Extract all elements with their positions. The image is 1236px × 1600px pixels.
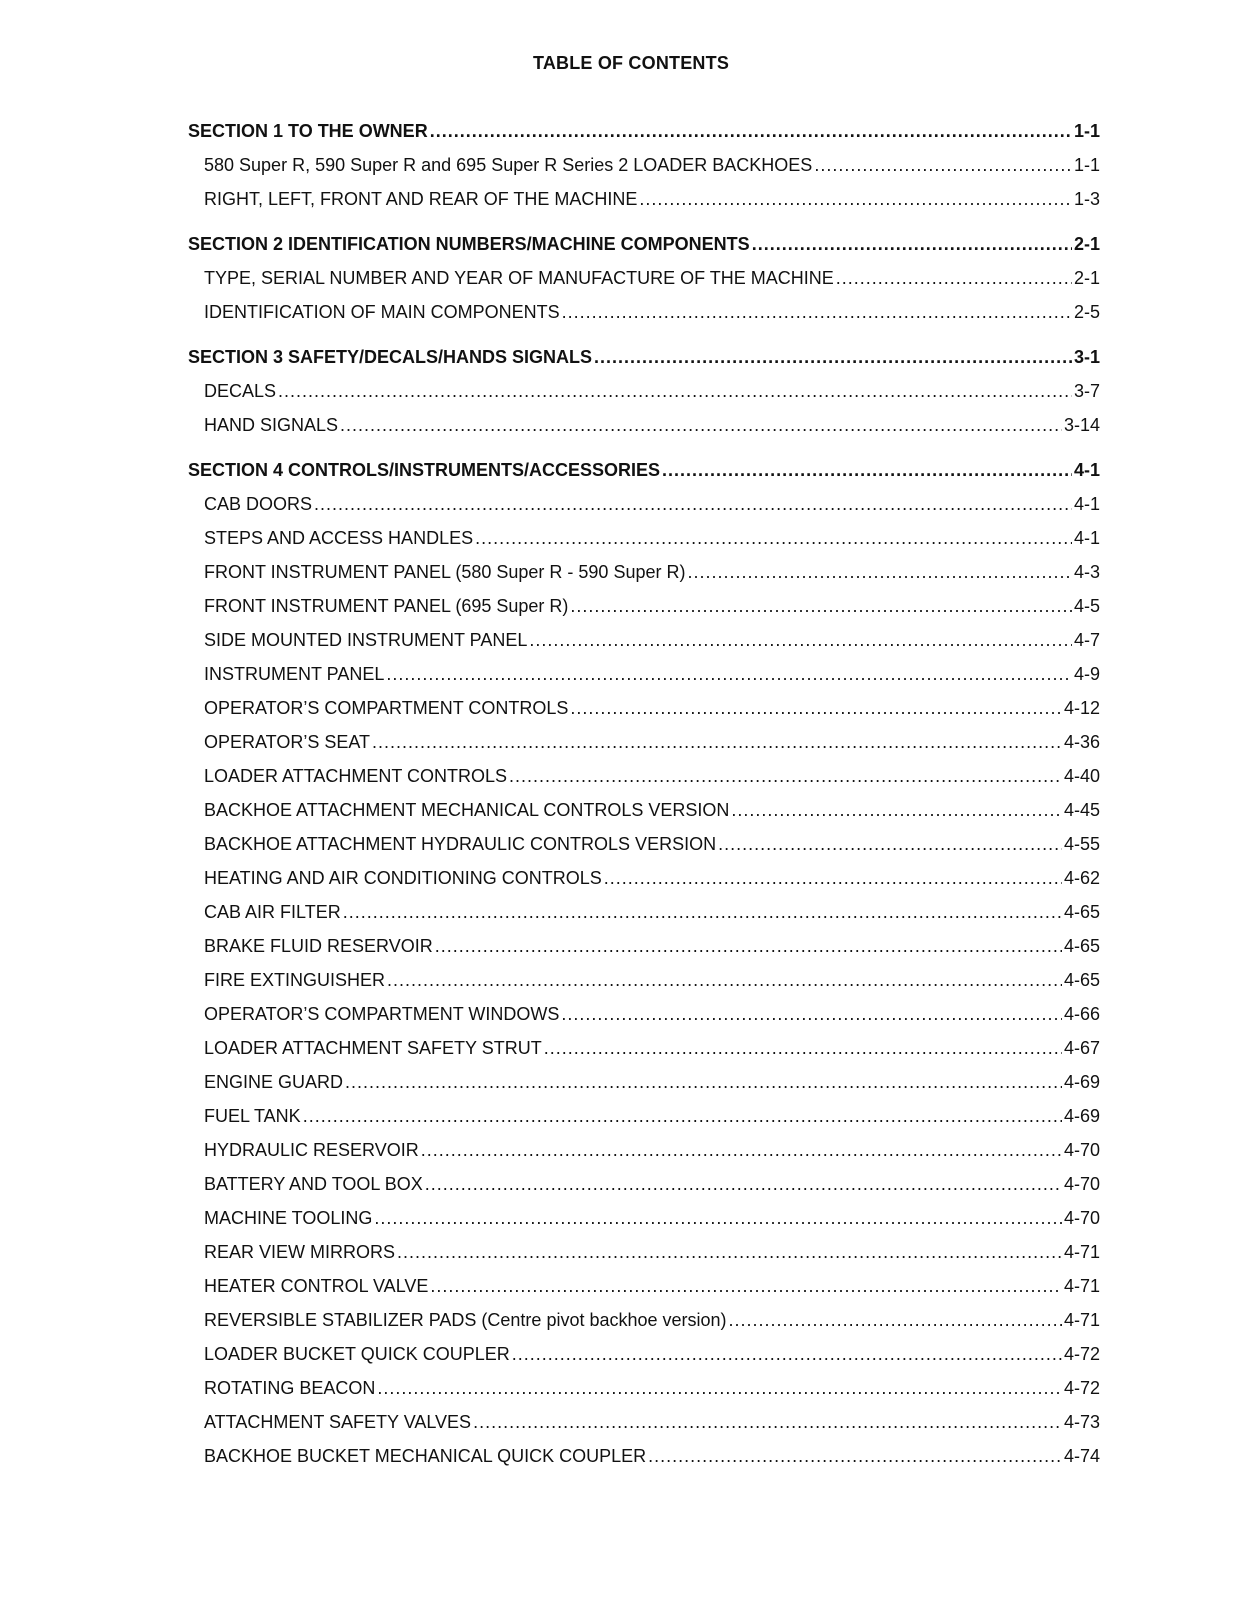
dot-leader	[562, 295, 1072, 329]
toc-page-number: 4-74	[1063, 1446, 1100, 1466]
dot-leader	[544, 1031, 1062, 1065]
toc-entry[interactable]	[188, 963, 1100, 997]
toc-page-number: 4-66	[1063, 1004, 1100, 1024]
dot-leader	[594, 340, 1072, 374]
toc-entry[interactable]	[188, 827, 1100, 861]
toc-entry-title: IDENTIFICATION OF MAIN COMPONENTS	[204, 302, 560, 322]
toc-entry-title: HEATING AND AIR CONDITIONING CONTROLS	[204, 868, 602, 888]
toc-entry-title: DECALS	[204, 381, 277, 401]
dot-leader	[387, 963, 1062, 997]
toc-entry[interactable]	[188, 261, 1100, 295]
toc-section-heading[interactable]	[188, 114, 1100, 148]
dot-leader	[386, 657, 1072, 691]
toc-page-number: 4-69	[1063, 1106, 1100, 1126]
dot-leader	[372, 725, 1062, 759]
toc-entry[interactable]	[188, 589, 1100, 623]
toc-entry-title: CAB DOORS	[204, 494, 313, 514]
toc-entry[interactable]	[188, 182, 1100, 216]
toc-entry[interactable]	[188, 1405, 1100, 1439]
toc-page-number: 1-1	[1073, 155, 1100, 175]
toc-page-number: 4-70	[1063, 1140, 1100, 1160]
dot-leader	[687, 555, 1072, 589]
toc-page-number: 4-71	[1063, 1276, 1100, 1296]
toc-entry-title: LOADER ATTACHMENT SAFETY STRUT	[204, 1038, 542, 1058]
toc-page-number: 2-1	[1073, 234, 1100, 254]
toc-entry-title: HEATER CONTROL VALVE	[204, 1276, 429, 1296]
dot-leader	[752, 227, 1072, 261]
toc-page-number: 4-12	[1063, 698, 1100, 718]
toc-entry[interactable]	[188, 1167, 1100, 1201]
toc-page-number: 4-70	[1063, 1208, 1100, 1228]
toc-entry[interactable]	[188, 1235, 1100, 1269]
dot-leader	[570, 589, 1072, 623]
dot-leader	[662, 453, 1072, 487]
toc-entry-title: BRAKE FLUID RESERVOIR	[204, 936, 433, 956]
toc-entry[interactable]	[188, 148, 1100, 182]
toc-entry-title: LOADER BUCKET QUICK COUPLER	[204, 1344, 510, 1364]
dot-leader	[425, 1167, 1062, 1201]
toc-page-number: 3-7	[1073, 381, 1100, 401]
toc-page-number: 4-71	[1063, 1310, 1100, 1330]
toc-entry[interactable]	[188, 487, 1100, 521]
toc-entry[interactable]	[188, 1031, 1100, 1065]
toc-section	[188, 227, 1100, 329]
dot-leader	[509, 759, 1062, 793]
toc-section-heading[interactable]	[188, 453, 1100, 487]
toc-entry[interactable]	[188, 408, 1100, 442]
toc-page-number: 1-3	[1073, 189, 1100, 209]
toc-entry-title: 580 Super R, 590 Super R and 695 Super R Series 2 LOADER BACKHOES	[204, 155, 813, 175]
toc-entry-title: CAB AIR FILTER	[204, 902, 341, 922]
toc-entry[interactable]	[188, 929, 1100, 963]
toc-section-heading[interactable]	[188, 227, 1100, 261]
toc-entry[interactable]	[188, 793, 1100, 827]
toc-entry-title: BACKHOE ATTACHMENT HYDRAULIC CONTROLS VERSION	[204, 834, 717, 854]
toc-page-number: 4-72	[1063, 1378, 1100, 1398]
toc-page-number: 1-1	[1073, 121, 1100, 141]
toc-page-number: 4-5	[1073, 596, 1100, 616]
dot-leader	[729, 1303, 1062, 1337]
dot-leader	[303, 1099, 1062, 1133]
toc-entry[interactable]	[188, 1201, 1100, 1235]
toc-page-number: 4-1	[1073, 460, 1100, 480]
toc-entry-title: ATTACHMENT SAFETY VALVES	[204, 1412, 472, 1432]
toc-page-number: 4-62	[1063, 868, 1100, 888]
dot-leader	[430, 114, 1072, 148]
page-title: TABLE OF CONTENTS	[532, 53, 730, 73]
dot-leader	[377, 1371, 1062, 1405]
toc-entry-title: BACKHOE ATTACHMENT MECHANICAL CONTROLS VERSION	[204, 800, 730, 820]
toc-page-number: 4-72	[1063, 1344, 1100, 1364]
dot-leader	[604, 861, 1062, 895]
toc-entry[interactable]	[188, 623, 1100, 657]
toc-entry-title: TYPE, SERIAL NUMBER AND YEAR OF MANUFACTURE OF THE MACHINE	[204, 268, 834, 288]
toc-page-number: 4-7	[1073, 630, 1100, 650]
toc-page-number: 4-70	[1063, 1174, 1100, 1194]
toc-entry-title: LOADER ATTACHMENT CONTROLS	[204, 766, 508, 786]
table-of-contents	[188, 114, 1100, 1484]
toc-page-number: 2-1	[1073, 268, 1100, 288]
toc-entry-title: BACKHOE BUCKET MECHANICAL QUICK COUPLER	[204, 1446, 647, 1466]
toc-entry-title: FRONT INSTRUMENT PANEL (695 Super R)	[204, 596, 569, 616]
toc-entry[interactable]	[188, 1371, 1100, 1405]
dot-leader	[529, 623, 1072, 657]
toc-page-number: 4-1	[1073, 528, 1100, 548]
dot-leader	[435, 929, 1062, 963]
dot-leader	[731, 793, 1062, 827]
toc-page-number: 2-5	[1073, 302, 1100, 322]
toc-entry-title: ENGINE GUARD	[204, 1072, 344, 1092]
toc-entry[interactable]	[188, 725, 1100, 759]
dot-leader	[814, 148, 1072, 182]
toc-page-number: 4-65	[1063, 902, 1100, 922]
toc-entry[interactable]	[188, 1133, 1100, 1167]
dot-leader	[340, 408, 1062, 442]
toc-entry[interactable]	[188, 374, 1100, 408]
toc-entry[interactable]	[188, 997, 1100, 1031]
toc-entry-title: FUEL TANK	[204, 1106, 301, 1126]
dot-leader	[345, 1065, 1062, 1099]
toc-page-number: 4-55	[1063, 834, 1100, 854]
dot-leader	[648, 1439, 1062, 1473]
toc-entry[interactable]	[188, 759, 1100, 793]
toc-entry-title: OPERATOR’S SEAT	[204, 732, 371, 752]
dot-leader	[343, 895, 1062, 929]
toc-entry-title: HAND SIGNALS	[204, 415, 339, 435]
toc-section-title: SECTION 1 TO THE OWNER	[188, 121, 428, 141]
dot-leader	[718, 827, 1062, 861]
dot-leader	[421, 1133, 1062, 1167]
dot-leader	[570, 691, 1062, 725]
toc-entry-title: MACHINE TOOLING	[204, 1208, 373, 1228]
toc-entry[interactable]	[188, 1439, 1100, 1473]
toc-entry-title: HYDRAULIC RESERVOIR	[204, 1140, 419, 1160]
toc-entry[interactable]	[188, 1303, 1100, 1337]
dot-leader	[397, 1235, 1062, 1269]
toc-entry[interactable]	[188, 1099, 1100, 1133]
toc-entry[interactable]	[188, 657, 1100, 691]
toc-section-title: SECTION 4 CONTROLS/INSTRUMENTS/ACCESSORIES	[188, 460, 661, 480]
toc-entry[interactable]	[188, 1065, 1100, 1099]
toc-page-number: 3-14	[1063, 415, 1100, 435]
toc-entry-title: REVERSIBLE STABILIZER PADS (Centre pivot backhoe version)	[204, 1310, 727, 1330]
toc-entry[interactable]	[188, 555, 1100, 589]
toc-entry-title: STEPS AND ACCESS HANDLES	[204, 528, 474, 548]
dot-leader	[561, 997, 1062, 1031]
toc-section	[188, 114, 1100, 216]
toc-entry[interactable]	[188, 521, 1100, 555]
toc-page-number: 4-65	[1063, 970, 1100, 990]
toc-section	[188, 340, 1100, 442]
toc-entry-title: FRONT INSTRUMENT PANEL (580 Super R - 590 Super R)	[204, 562, 686, 582]
dot-leader	[278, 374, 1072, 408]
toc-page-number: 4-67	[1063, 1038, 1100, 1058]
toc-entry[interactable]	[188, 895, 1100, 929]
toc-page-number: 4-71	[1063, 1242, 1100, 1262]
toc-entry[interactable]	[188, 691, 1100, 725]
toc-page-number: 4-3	[1073, 562, 1100, 582]
toc-entry-title: ROTATING BEACON	[204, 1378, 376, 1398]
toc-entry-title: SIDE MOUNTED INSTRUMENT PANEL	[204, 630, 528, 650]
toc-page-number: 3-1	[1073, 347, 1100, 367]
dot-leader	[473, 1405, 1062, 1439]
dot-leader	[512, 1337, 1062, 1371]
toc-section-title: SECTION 2 IDENTIFICATION NUMBERS/MACHINE COMPONENTS	[188, 234, 750, 254]
toc-page-number: 4-45	[1063, 800, 1100, 820]
toc-page-number: 4-73	[1063, 1412, 1100, 1432]
toc-entry[interactable]	[188, 295, 1100, 329]
dot-leader	[836, 261, 1072, 295]
toc-page-number: 4-69	[1063, 1072, 1100, 1092]
dot-leader	[430, 1269, 1062, 1303]
toc-section	[188, 453, 1100, 1473]
toc-entry-title: REAR VIEW MIRRORS	[204, 1242, 396, 1262]
dot-leader	[374, 1201, 1062, 1235]
dot-leader	[314, 487, 1072, 521]
dot-leader	[475, 521, 1072, 555]
toc-entry-title: OPERATOR’S COMPARTMENT WINDOWS	[204, 1004, 560, 1024]
toc-entry-title: INSTRUMENT PANEL	[204, 664, 385, 684]
dot-leader	[639, 182, 1072, 216]
toc-page-number: 4-65	[1063, 936, 1100, 956]
toc-entry-title: BATTERY AND TOOL BOX	[204, 1174, 423, 1194]
toc-entry[interactable]	[188, 1269, 1100, 1303]
toc-entry[interactable]	[188, 1337, 1100, 1371]
toc-section-title: SECTION 3 SAFETY/DECALS/HANDS SIGNALS	[188, 347, 593, 367]
toc-page-number: 4-9	[1073, 664, 1100, 684]
toc-entry-title: OPERATOR’S COMPARTMENT CONTROLS	[204, 698, 569, 718]
toc-page-number: 4-40	[1063, 766, 1100, 786]
toc-section-heading[interactable]	[188, 340, 1100, 374]
toc-entry-title: FIRE EXTINGUISHER	[204, 970, 386, 990]
toc-entry[interactable]	[188, 861, 1100, 895]
toc-page-number: 4-36	[1063, 732, 1100, 752]
toc-page-number: 4-1	[1073, 494, 1100, 514]
toc-entry-title: RIGHT, LEFT, FRONT AND REAR OF THE MACHINE	[204, 189, 638, 209]
